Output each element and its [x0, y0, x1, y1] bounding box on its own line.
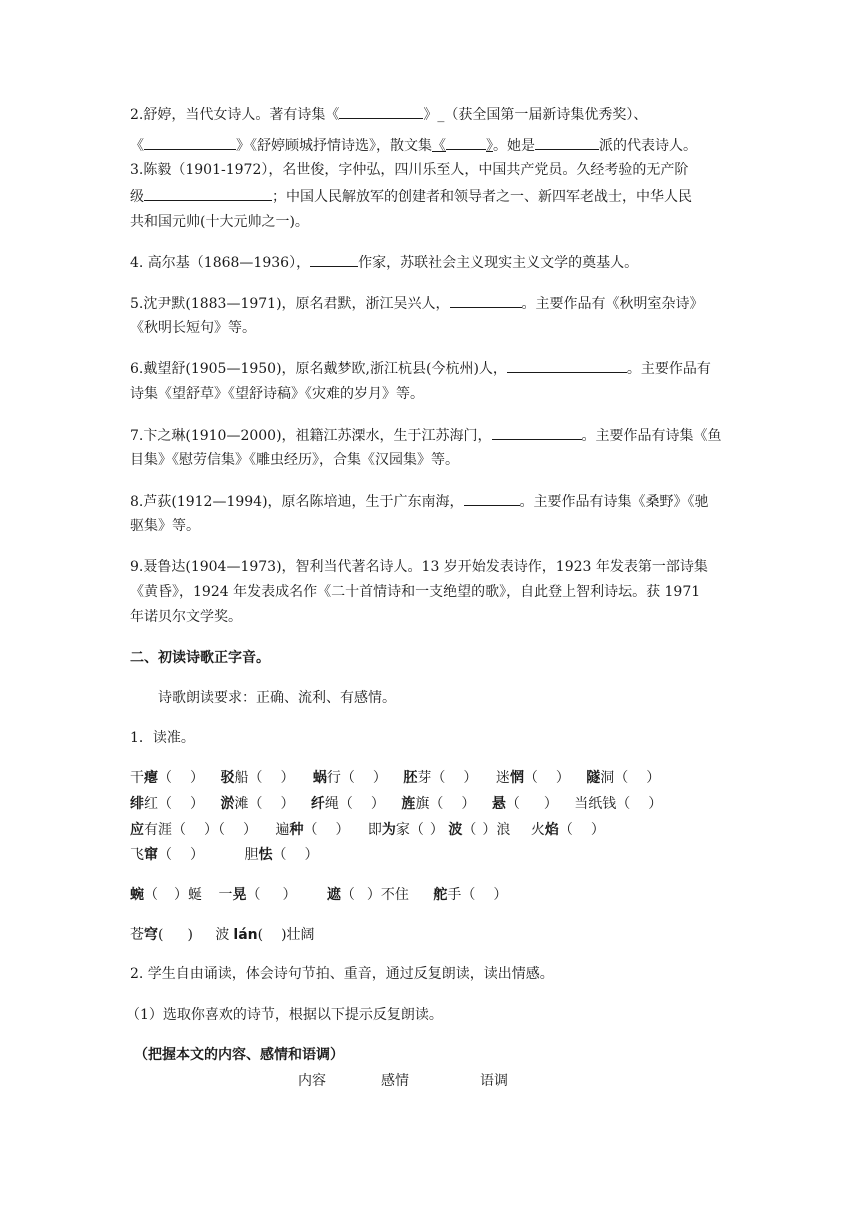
shenyinmo-line-2: 《秋明长短句》等。: [130, 320, 256, 336]
daiwangshu-line-2: 诗集《望舒草》《望舒诗稿》《灾难的岁月》等。: [130, 386, 424, 402]
hint-title: （把握本文的内容、感情和语调）: [134, 1047, 344, 1063]
section-heading: 二、初读诗歌正字音。: [130, 650, 270, 666]
blank[interactable]: [507, 358, 627, 373]
col-tone: 语调: [480, 1073, 508, 1089]
daiwangshu-line-1: 6.戴望舒(1905—1950)，原名戴梦欧,浙江杭县(今杭州)人， 。主要作品有: [130, 358, 711, 379]
pron-row-4: 飞窜（ ） 胆怯（ ）: [130, 847, 319, 863]
subheading-1: 1．读准。: [130, 730, 195, 746]
neruda-line-1: 9.聂鲁达(1904—1973)，智利当代著名诗人。13 岁开始发表诗作，1923 年发表第一部诗集: [130, 559, 708, 575]
blank[interactable]: [535, 135, 599, 150]
chenyi-line-2: 级 ；中国人民解放军的创建者和领导者之一、新四军老战士，中华人民: [130, 186, 692, 207]
pron-row-5: 蜿（ ）蜒 一晃（ ） 遮（ ）不住 舵手（ ）: [130, 887, 508, 903]
pron-row-1: 干瘪（ ） 驳船（ ） 蜗行（ ） 胚芽（ ） 迷惘（ ） 隧洞（ ）: [130, 770, 661, 786]
pron-row-6: 苍穹( ) 波 lán( )壮阔: [130, 927, 315, 943]
ludi-line-2: 驱集》等。: [130, 518, 200, 534]
blank[interactable]: [446, 135, 486, 150]
blank[interactable]: [310, 252, 358, 267]
shenyinmo-line-1: 5.沈尹默(1883—1971)，原名君默，浙江吴兴人， 。主要作品有《秋明室杂诗》: [130, 293, 704, 314]
subheading-2: 2. 学生自由诵读，体会诗句节拍、重音，通过反复朗读，读出情感。: [130, 966, 554, 982]
blank[interactable]: [492, 425, 582, 440]
chenyi-line-3: 共和国元帅(十大元帅之一)。: [130, 214, 309, 230]
chenyi-line-1: 3.陈毅（1901-1972），名世俊，字仲弘，四川乐至人，中国共产党员。久经考验的无产阶: [130, 162, 689, 178]
col-emotion: 感情: [381, 1073, 409, 1089]
neruda-line-2: 《黄昏》，1924 年发表成名作《二十首情诗和一支绝望的歌》，自此登上智利诗坛。获 1971: [130, 584, 701, 600]
col-content: 内容: [298, 1073, 326, 1089]
shuting-line-1: 2.舒婷，当代女诗人。著有诗集《 》_（获全国第一届新诗集优秀奖）、: [130, 104, 647, 125]
bianzhilin-line-1: 7.卞之琳(1910—2000)，祖籍江苏溧水，生于江苏海门， 。主要作品有诗集《鱼: [130, 425, 722, 446]
shuting-line-2: 《 》《舒婷顾城抒情诗选》，散文集《 》。她是 派的代表诗人。: [130, 135, 697, 156]
blank[interactable]: [144, 186, 272, 201]
gorky-line: 4. 高尔基（1868—1936）， 作家，苏联社会主义现实主义文学的奠基人。: [130, 252, 638, 273]
neruda-line-3: 年诺贝尔文学奖。: [130, 609, 242, 625]
pron-row-3: 应有涯（ ）（ ） 遍种（ ） 即为家（ ） 波（ ）浪 火焰（ ）: [130, 822, 605, 838]
blank[interactable]: [144, 135, 236, 150]
subheading-2-1: （1）选取你喜欢的诗节，根据以下提示反复朗读。: [126, 1007, 443, 1023]
pron-row-2: 绯红（ ） 淤滩（ ） 纤绳（ ） 旌旗（ ） 悬（ ） 当纸钱（ ）: [130, 796, 663, 812]
ludi-line-1: 8.芦荻(1912—1994)，原名陈培迪，生于广东南海， 。主要作品有诗集《桑野》《驰: [130, 491, 709, 512]
blank[interactable]: [450, 293, 522, 308]
bianzhilin-line-2: 目集》《慰劳信集》《雕虫经历》，合集《汉园集》等。: [130, 452, 459, 468]
reading-requirement: 诗歌朗读要求：正确、流利、有感情。: [158, 690, 396, 706]
blank[interactable]: [339, 104, 423, 119]
blank[interactable]: [464, 491, 520, 506]
